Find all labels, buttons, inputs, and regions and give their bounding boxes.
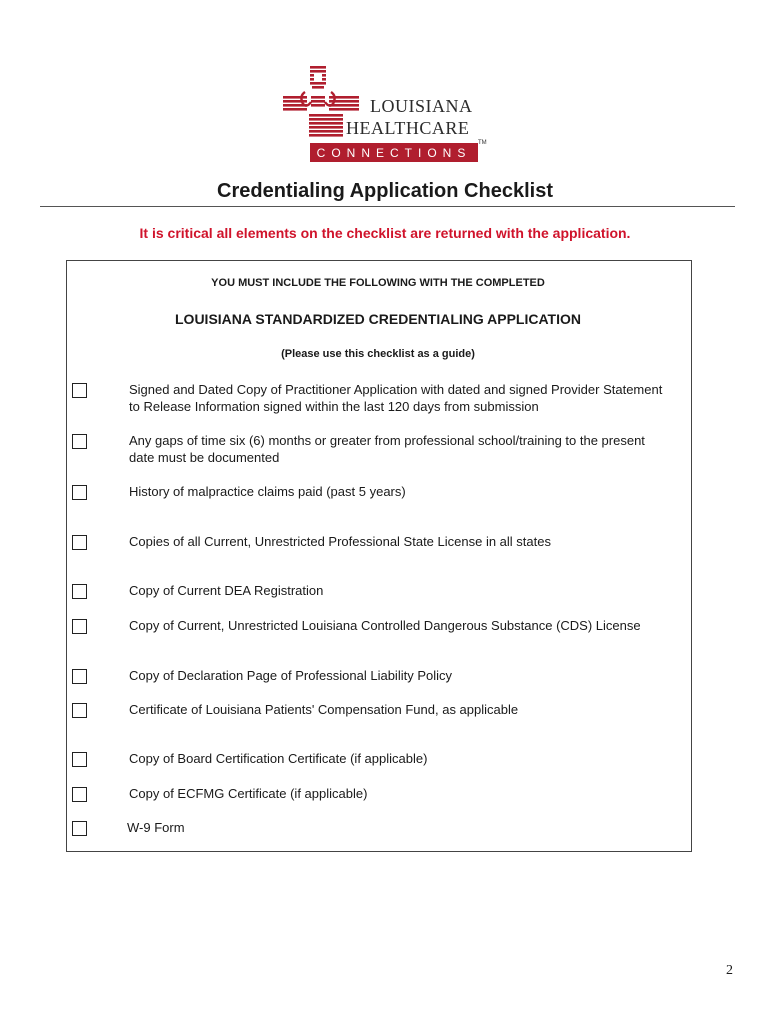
checkbox[interactable] xyxy=(72,584,87,599)
must-include-heading: YOU MUST INCLUDE THE FOLLOWING WITH THE COMPLETED xyxy=(211,277,545,289)
checkbox[interactable] xyxy=(72,383,87,398)
logo-connections-bar: CONNECTIONS xyxy=(310,143,478,162)
checkbox[interactable] xyxy=(72,535,87,550)
guide-note: (Please use this checklist as a guide) xyxy=(281,348,475,360)
checkbox[interactable] xyxy=(72,485,87,500)
logo-line-louisiana: LOUISIANA xyxy=(370,96,473,116)
checklist-item-text: Copies of all Current, Unrestricted Professional State License in all states xyxy=(129,534,551,549)
checkbox[interactable] xyxy=(72,703,87,718)
checklist-item-text: Copy of Current, Unrestricted Louisiana Controlled Dangerous Substance (CDS) License xyxy=(129,618,641,633)
checkbox[interactable] xyxy=(72,434,87,449)
page-title: Credentialing Application Checklist xyxy=(217,180,553,202)
checkbox[interactable] xyxy=(72,619,87,634)
checklist-item-text: W-9 Form xyxy=(127,820,185,835)
checklist-item-text: Any gaps of time six (6) months or greater from professional school/training to the present date must be documented xyxy=(129,433,645,465)
logo-line-healthcare: HEALTHCARE xyxy=(346,118,470,138)
title-divider xyxy=(40,206,735,207)
checklist-item-text: Signed and Dated Copy of Practitioner Application with dated and signed Provider Statement to Release Information signed within the last 120 days from submission xyxy=(129,382,663,414)
critical-note: It is critical all elements on the checklist are returned with the application. xyxy=(139,225,631,241)
checkbox[interactable] xyxy=(72,821,87,836)
checkbox[interactable] xyxy=(72,787,87,802)
checklist-item-text: Copy of Declaration Page of Professional Liability Policy xyxy=(129,668,453,683)
checklist-item-text: Certificate of Louisiana Patients' Compensation Fund, as applicable xyxy=(129,702,519,717)
checklist-item-text: History of malpractice claims paid (past 5 years) xyxy=(129,484,406,499)
checklist-item-text: Copy of ECFMG Certificate (if applicable) xyxy=(129,786,368,801)
checklist-item-text: Copy of Board Certification Certificate (if applicable) xyxy=(129,751,428,766)
trademark-mark: TM xyxy=(478,140,487,146)
application-name-heading: LOUISIANA STANDARDIZED CREDENTIALING APPLICATION xyxy=(175,311,581,327)
checkbox[interactable] xyxy=(72,669,87,684)
checkbox[interactable] xyxy=(72,752,87,767)
checklist-item-text: Copy of Current DEA Registration xyxy=(129,583,324,598)
page-number: 2 xyxy=(726,963,733,978)
